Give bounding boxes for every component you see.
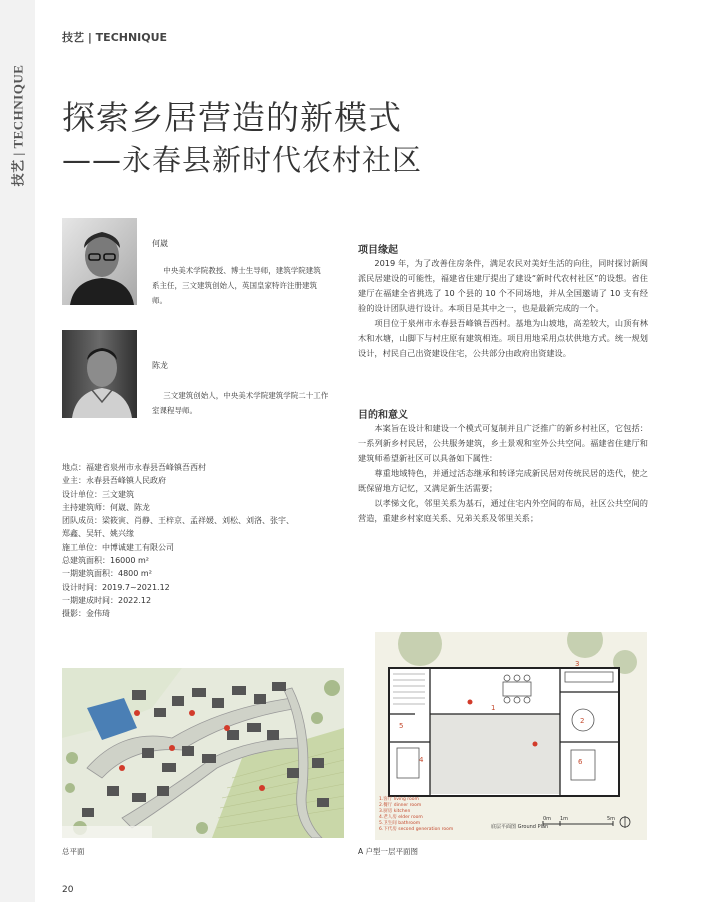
spine-label: 技艺 | TECHNIQUE — [10, 64, 26, 186]
person-name-2: 陈龙 — [152, 361, 168, 370]
info-line: 施工单位：中博诚建工有限公司 — [62, 542, 174, 552]
info-line: 设计单位：三文建筑 — [62, 489, 134, 499]
section-heading-purpose: 目的和意义 — [358, 410, 408, 421]
svg-text:1: 1 — [491, 704, 496, 712]
paragraph: 本案旨在设计和建设一个模式可复制并且广泛推广的新乡村社区，它包括：一系列新乡村民居，公共服务建筑，乡土景观和室外公共空间。福建省住建厅和建筑师希望新社区可以具备如下属性： — [358, 423, 648, 463]
svg-text:1.客厅 living room: 1.客厅 living room — [379, 797, 419, 802]
section-body-purpose — [358, 421, 648, 526]
svg-text:0m: 0m — [543, 816, 552, 822]
info-line: 业主：永春县吾峰镇人民政府 — [62, 476, 166, 486]
svg-text:底层平面图 Ground Plan: 底层平面图 Ground Plan — [491, 824, 549, 830]
site-plan-caption: 总平面 — [62, 847, 85, 856]
portrait-image — [62, 218, 137, 305]
section-label: 技艺 | TECHNIQUE — [62, 31, 168, 44]
section-heading-origin: 项目缘起 — [358, 245, 398, 256]
floor-plan-drawing — [375, 632, 647, 840]
svg-text:6.下代房 second generation room: 6.下代房 second generation room — [379, 827, 454, 832]
site-plan-image — [62, 668, 344, 838]
person-name-1: 何崴 — [152, 239, 168, 248]
paragraph: 2019 年，为了改善住房条件，满足农民对美好生活的向往，同时探讨新闽派民居建设的可能性，福建省住建厅提出了建设“新时代农村社区”的设想。省住建厅在福建全省挑选了 10 个县的 10 个不同场地，并从全国邀请了 10 支有经验的设计团队进行设计。本项目是其中之一，也是最新完成的一个。 — [358, 258, 648, 313]
floor-plan-caption: A 户型一层平面图 — [358, 847, 419, 856]
paragraph: 项目位于泉州市永春县吾峰镇吾西村。基地为山坡地，高差较大，山顶有林木和水塘，山脚下与村庄原有建筑相连。项目用地采用点状供地方式。统一规划设计，村民自己出资建设住宅，公共部分由政府出资建设。 — [358, 318, 648, 358]
site-plan-drawing — [62, 668, 344, 838]
svg-text:5.卫生间 bathroom: 5.卫生间 bathroom — [379, 821, 421, 826]
portrait-image — [62, 330, 137, 418]
info-line: 设计时间：2019.7~2021.12 — [62, 582, 170, 592]
article-title: 探索乡居营造的新模式 — [62, 98, 402, 137]
svg-text:2.餐厅 dinner room: 2.餐厅 dinner room — [379, 803, 422, 808]
svg-text:2: 2 — [580, 717, 585, 725]
section-body-origin — [358, 256, 648, 361]
info-line: 郑鑫、吴轩、姚兴缘 — [62, 529, 134, 539]
info-line: 摄影：金伟琦 — [62, 609, 110, 619]
svg-text:3.厨房 kitchen: 3.厨房 kitchen — [379, 809, 411, 814]
person-bio-2: 三文建筑创始人，中央美术学院建筑学院二十工作室课程导师。 — [152, 391, 329, 415]
paragraph: 尊重地域特色，并通过活态继承和转译完成新民居对传统民居的迭代，使之既保留地方记忆，又满足新生活需要； — [358, 468, 648, 493]
svg-text:4: 4 — [419, 756, 424, 764]
svg-text:6: 6 — [578, 758, 583, 766]
svg-text:5m: 5m — [607, 816, 616, 822]
svg-text:4.老人房 elder room: 4.老人房 elder room — [379, 815, 423, 820]
paragraph: 以孝悌文化，邻里关系为基石，通过住宅内外空间的布局，社区公共空间的营造，重建乡村家庭关系、兄弟关系及邻里关系； — [358, 498, 648, 523]
svg-text:3: 3 — [575, 660, 580, 668]
svg-text:1m: 1m — [560, 816, 569, 822]
project-info — [62, 461, 352, 621]
info-line: 一期建成时间：2022.12 — [62, 595, 152, 605]
info-line: 总建筑面积：16000 m² — [62, 556, 149, 566]
portrait-photo-2 — [62, 330, 137, 418]
floor-plan-image — [375, 632, 647, 840]
info-line: 地点：福建省泉州市永春县吾峰镇吾西村 — [62, 463, 206, 472]
spine-band — [0, 0, 35, 902]
person-bio-1: 中央美术学院教授、博士生导师，建筑学院建筑系主任，三文建筑创始人，英国皇家特许注册建筑师。 — [152, 266, 321, 305]
info-line: 一期建筑面积：4800 m² — [62, 569, 152, 579]
svg-text:5: 5 — [399, 722, 404, 730]
info-line: 团队成员：梁筱寅、肖静、王梓京、孟祥媛、刘松、刘洛、张宇、 — [62, 516, 294, 526]
article-subtitle: ——永春县新时代农村社区 — [62, 143, 423, 177]
page-number: 20 — [62, 885, 74, 895]
portrait-photo-1 — [62, 218, 137, 305]
info-line: 主持建筑师：何崴、陈龙 — [62, 502, 150, 512]
